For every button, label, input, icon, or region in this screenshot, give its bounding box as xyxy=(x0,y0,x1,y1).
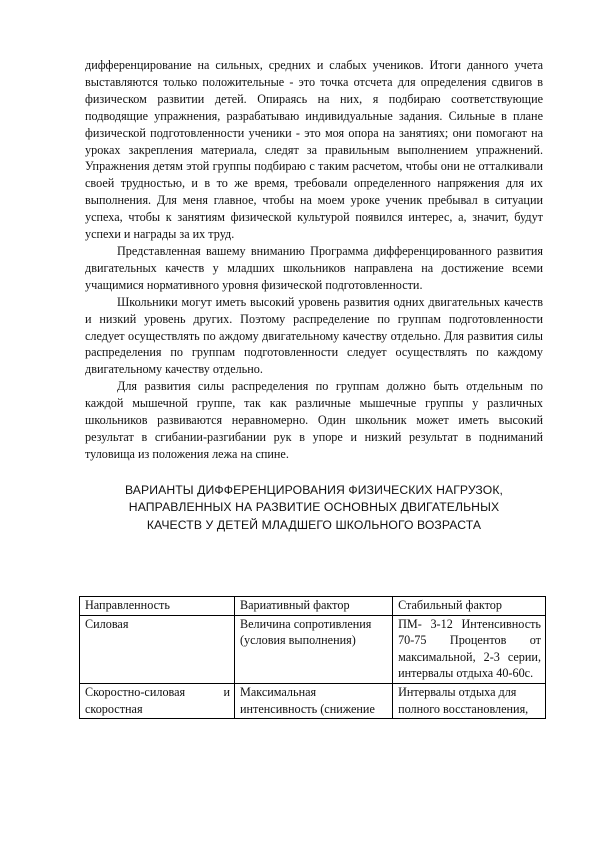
body-paragraph: Представленная вашему вниманию Программа дифференцированного развития двигательных качеств у младших школьников направлена на достижение всеми учащимися нормативного уровня физической подготовленности. xyxy=(85,243,543,292)
load-variants-table xyxy=(79,596,546,719)
table-cell: Скоростно-силовая и скоростная xyxy=(80,683,235,718)
table-row xyxy=(80,683,546,718)
document-page xyxy=(85,57,543,534)
table-header-row xyxy=(80,597,546,616)
body-paragraph: Школьники могут иметь высокий уровень развития одних двигательных качеств и низкий уровень других. Поэтому распределение по группам подготовленности следует осуществлять по аждому двигательному качеству отдельно. Для развития силы распределения по группам подготовленности следует осуществлять по каждому двигательному качеству отдельно. xyxy=(85,294,543,377)
table-cell: Силовая xyxy=(80,615,235,683)
table-cell: Максимальная интенсивность (снижение xyxy=(234,683,392,718)
section-heading xyxy=(85,482,543,535)
column-header: Стабильный фактор xyxy=(393,597,546,616)
body-paragraph: Для развития силы распределения по группам должно быть отдельным по каждой мышечной группе, так как различные мышечные группы у различных школьников развиваются неравномерно. Один школьник может иметь высокий результат в сгибании-разгибании рук в упоре и низкий результат в подниманий туловища из положения лежа на спине. xyxy=(85,379,543,461)
table-row xyxy=(80,615,546,683)
body-paragraph: дифференцирование на сильных, средних и слабых учеников. Итоги данного учета выставляются только положительные - это точка отсчета для определения сдвигов в физическом развитии детей. Опираясь на них, я подбираю соответствующие подводящие упражнения, разрабатываю индивидуальные задания. Сильные в плане физической подготовленности ученики - это моя опора на занятиях; они помогают на уроках закрепления материала, следят за правильным выполнением упражнений. Упражнения детям этой группы подбираю с таким расчетом, чтобы они не отталкивали своей трудностью, и в то же время, требовали определенного напряжения для их выполнения. Для меня главное, чтобы на моем уроке ученик пребывал в ситуации успеха, чтобы к занятиям физической культурой появился интерес, а, значит, будут успехи и награды за их труд. xyxy=(85,58,543,242)
column-header: Вариативный фактор xyxy=(234,597,392,616)
heading-line: НАПРАВЛЕННЫХ НА РАЗВИТИЕ ОСНОВНЫХ ДВИГАТЕЛЬНЫХ xyxy=(128,500,500,515)
table-cell: Интервалы отдыха для полного восстановления, xyxy=(393,683,546,718)
heading-line: ВАРИАНТЫ ДИФФЕРЕНЦИРОВАНИЯ ФИЗИЧЕСКИХ НАГРУЗОК, xyxy=(124,482,504,497)
table-cell: Величина сопротивления (условия выполнения) xyxy=(234,615,392,683)
column-header: Направленность xyxy=(80,597,235,616)
heading-line: КАЧЕСТВ У ДЕТЕЙ МЛАДШЕГО ШКОЛЬНОГО ВОЗРАСТА xyxy=(146,517,482,532)
table-cell: ПМ- 3-12 Интенсивность 70-75 Процентов от максимальной, 2-3 серии, интервалы отдыха 40-60с. xyxy=(393,615,546,683)
